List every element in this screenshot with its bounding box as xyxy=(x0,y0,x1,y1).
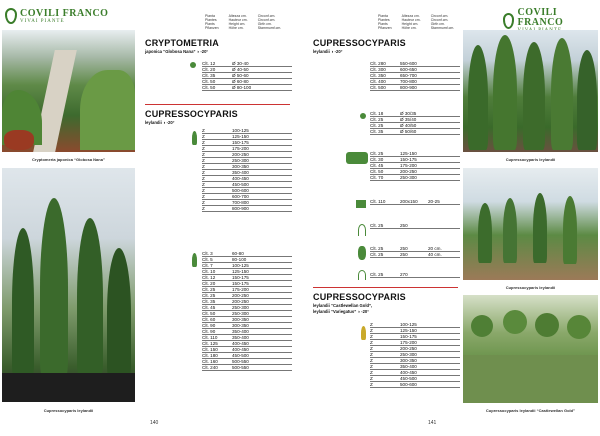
section-divider xyxy=(145,104,290,105)
table-cell: Clt. 3 xyxy=(202,250,213,256)
table-cell: Z xyxy=(370,351,373,357)
table-cell: Clt. 20 xyxy=(202,280,216,286)
table-r1d xyxy=(370,199,460,205)
table-cell: 450-500 xyxy=(232,352,249,358)
table-cell: Z xyxy=(202,139,205,145)
table-cell: 800-900 xyxy=(400,84,417,90)
table-cell: Clt. 400 xyxy=(370,78,386,84)
table-r1c xyxy=(370,151,460,181)
table-cell: Clt. 25 xyxy=(202,286,216,292)
table-cell: 200-250 xyxy=(232,151,249,157)
table-cell: Clt. 90 xyxy=(202,328,216,334)
table-cell: 175-200 xyxy=(232,145,249,151)
table-cell: Clt. 25 xyxy=(370,150,384,156)
temp-label: -20° xyxy=(200,49,209,54)
table-cell: 300-350 xyxy=(232,316,249,322)
table-cell: Clt. 60 xyxy=(202,316,216,322)
table-cell: Z xyxy=(370,363,373,369)
table-cell: Clt. 25 xyxy=(370,245,384,251)
table-cell: Z xyxy=(370,357,373,363)
table-cell: Z xyxy=(370,339,373,345)
left-logo xyxy=(5,8,108,24)
section-cryptomeria xyxy=(145,38,219,54)
table-cell: 200-250 xyxy=(400,345,417,351)
frost-icon: ◑ xyxy=(357,309,360,314)
table-cell: 300-350 xyxy=(232,322,249,328)
table-cell: 125-150 xyxy=(400,327,417,333)
table-row xyxy=(370,175,460,181)
leaf-logo-icon xyxy=(5,8,17,24)
table-cell: Ø 50/60 xyxy=(400,128,417,134)
table-row xyxy=(370,199,460,205)
page-number-right: 141 xyxy=(428,420,437,426)
table-cell: Clt. 150 xyxy=(202,346,218,352)
table-cell: Clt. 500 xyxy=(370,84,386,90)
section-subtitle: leylandii “Variegatus” xyxy=(313,309,357,314)
table-cell: Clt. 300 xyxy=(370,66,386,72)
table-cell: Z xyxy=(202,163,205,169)
table-row xyxy=(370,223,460,229)
table-cell: 250 xyxy=(400,245,408,251)
table-row xyxy=(202,206,292,212)
photo-leylandii-row xyxy=(463,30,598,152)
frost-icon: ◑ xyxy=(330,49,334,54)
table-cell: Clt. 20 xyxy=(202,66,216,72)
table-cell: Z xyxy=(202,181,205,187)
table-cell: Clt. 25 xyxy=(370,116,384,122)
globe-on-stem-icon xyxy=(360,113,366,119)
table-cell: Clt. 12 xyxy=(202,60,216,66)
table-cell: 250-300 xyxy=(232,157,249,163)
conifer-shape-icon xyxy=(192,253,197,267)
table-cell: Ø 35/40 xyxy=(400,116,417,122)
table-cell: 400-450 xyxy=(232,175,249,181)
hedge-shape-icon xyxy=(346,152,368,164)
table-cell: 500-600 xyxy=(400,381,417,387)
section-subtitle: leylandii xyxy=(145,120,162,125)
table-cell: Ø 60-80 xyxy=(232,78,249,84)
table-cell: Ø 40/50 xyxy=(400,122,417,128)
arch-shape-icon xyxy=(358,270,366,280)
table-cell: 200-250 xyxy=(232,298,249,304)
table-cell: Z xyxy=(202,151,205,157)
table-cell: Z xyxy=(202,133,205,139)
table-row xyxy=(202,365,292,371)
header-legend: Pianta Plantes Plants Pflanzen Altezza cm. Hauteur cm. Height cm. Höhe cm. Circonf.cm. Circonf.cm. Girth cm. Stammumf.cm. xyxy=(378,14,455,30)
table-cell: Z xyxy=(370,333,373,339)
table-r1e xyxy=(370,223,460,229)
table-cell: Z xyxy=(202,157,205,163)
table-cell: Z xyxy=(370,369,373,375)
section-subtitle: leylandii “Castlewellan Gold”, xyxy=(313,303,373,308)
table-cell: Ø 30/35 xyxy=(400,110,417,116)
table-cell: 270 xyxy=(400,271,408,277)
section-subtitle: leylandii xyxy=(313,49,330,54)
photo-leylandii xyxy=(2,168,135,402)
table-cell: Ø 50-60 xyxy=(232,72,249,78)
table-cell: 80-100 xyxy=(232,256,247,262)
table-cell: 700-800 xyxy=(232,199,249,205)
logo-name: COVILI FRANCO xyxy=(20,7,109,19)
table-cell: 125-150 xyxy=(400,150,417,156)
caption-globosa: Cryptomeria japonica “Globosa Nana” xyxy=(32,157,105,162)
table-cell: Clt. 35 xyxy=(202,72,216,78)
table-cell: 175-200 xyxy=(400,162,417,168)
table-cell: 600-700 xyxy=(232,193,249,199)
table-cell: 350-400 xyxy=(400,363,417,369)
table-cell: Z xyxy=(202,199,205,205)
table-cell: Z xyxy=(370,327,373,333)
table-row xyxy=(202,85,292,91)
temp-label: -20° xyxy=(334,49,343,54)
table-cell: Z xyxy=(202,175,205,181)
conifer-shape-icon xyxy=(192,131,197,145)
table-row xyxy=(370,272,460,278)
table-cell: 700-800 xyxy=(400,78,417,84)
temp-label: -20° xyxy=(166,120,175,125)
table-r1b xyxy=(370,111,460,135)
table-cell: Clt. 12 xyxy=(202,274,216,280)
table-cell: 150-175 xyxy=(232,280,249,286)
table-row xyxy=(370,252,460,258)
table-row xyxy=(370,129,460,135)
table-cell: 250-300 xyxy=(400,351,417,357)
table-cell: Z xyxy=(202,193,205,199)
table-cell: 350-400 xyxy=(232,169,249,175)
table-cell: 450-500 xyxy=(400,375,417,381)
leaf-logo-icon xyxy=(503,13,514,29)
table-r1f xyxy=(370,246,460,258)
photo-castlewellan xyxy=(463,295,598,403)
table-cell: Clt. 35 xyxy=(202,298,216,304)
table-cell: Clt. 50 xyxy=(202,310,216,316)
globe-shape-icon xyxy=(190,62,196,68)
table-cell: 400-450 xyxy=(232,340,249,346)
table-cell: Clt. 25 xyxy=(370,222,384,228)
table-cell: Clt. 35 xyxy=(370,128,384,134)
table-cell: 125-150 xyxy=(232,268,249,274)
page-number-left: 140 xyxy=(150,420,159,426)
caption-leylandii-left: Cupressocyparis leylandii xyxy=(43,408,94,413)
table-cell: Clt. 25 xyxy=(370,122,384,128)
table-cell: Clt. 110 xyxy=(202,334,218,340)
table-cell: Z xyxy=(202,205,205,211)
table-cell: Clt. 70 xyxy=(370,174,384,180)
table-cell: Clt. 90 xyxy=(202,322,216,328)
table-cell: Clt. 180 xyxy=(202,352,218,358)
table-castlewellan xyxy=(370,322,460,388)
section-cupressocyparis xyxy=(145,109,238,125)
table-cell: 500-550 xyxy=(232,364,249,370)
table-cell: Clt. 30 xyxy=(370,156,384,162)
table-cell: 150-175 xyxy=(232,139,249,145)
frost-icon: ◑ xyxy=(196,49,200,54)
table-cell: 650-700 xyxy=(400,72,417,78)
table-cryptomeria xyxy=(202,61,292,91)
table-r1g xyxy=(370,272,460,278)
caption-castlewellan: Cupressocyparis leylandii “Castlewellan Gold” xyxy=(485,408,576,413)
table-cell: 100-125 xyxy=(232,127,249,133)
table-cell: Z xyxy=(202,187,205,193)
arch-shape-icon xyxy=(358,224,366,236)
table-cell: 125-150 xyxy=(232,133,249,139)
table-cell: Z xyxy=(370,345,373,351)
table-cell: 600-650 xyxy=(400,66,417,72)
table-cell: Clt. 25 xyxy=(202,292,216,298)
header-legend-left: Pianta Plantes Plants Pflanzen Altezza cm. Hauteur cm. Height cm. Höhe cm. Circonf.cm. Circonf.cm. Girth cm. Stammumf.cm. xyxy=(205,14,282,30)
table-cell: 350-400 xyxy=(232,328,249,334)
section-castlewellan xyxy=(313,292,406,314)
caption-leylandii-2: Cupressocyparis leylandii xyxy=(505,285,556,290)
table-cell: 250-300 xyxy=(400,174,417,180)
table-cell: 400-450 xyxy=(232,346,249,352)
table-cell: 350-400 xyxy=(232,334,249,340)
table-cell: Clt. 7 xyxy=(202,262,213,268)
section-divider xyxy=(313,287,458,288)
conifer-gold-icon xyxy=(361,326,366,340)
table-cell: Z xyxy=(370,321,373,327)
logo-tag: VIVAI PIANTE xyxy=(20,18,65,24)
section-cupressocyparis-right xyxy=(313,38,406,54)
temp-label: -20° xyxy=(361,309,369,314)
table-cell: 200-250 xyxy=(232,292,249,298)
section-title: CRYPTOMETRIA xyxy=(145,38,219,48)
table-leylandii-clt xyxy=(202,251,292,371)
table-r1a xyxy=(370,61,460,91)
table-cell: 100-125 xyxy=(232,262,249,268)
table-cell: 175-200 xyxy=(400,339,417,345)
table-cell: Clt. 280 xyxy=(370,60,386,66)
table-cell: 100-125 xyxy=(400,321,417,327)
table-cell: Ø 40-50 xyxy=(232,66,249,72)
table-cell: 300-350 xyxy=(232,163,249,169)
table-cell: 500-600 xyxy=(232,187,249,193)
table-cell: Clt. 240 xyxy=(202,364,218,370)
table-cell: 250-300 xyxy=(232,310,249,316)
table-cell: Z xyxy=(202,127,205,133)
table-cell: 300-350 xyxy=(400,357,417,363)
table-cell: Clt. 25 xyxy=(370,271,384,277)
spiral-shape-icon xyxy=(358,246,366,260)
table-cell: 250-300 xyxy=(232,304,249,310)
table-cell: 250 xyxy=(400,222,408,228)
table-cell: Clt. 45 xyxy=(370,162,384,168)
table-cell: Clt. 110 xyxy=(370,198,386,204)
table-leylandii-z xyxy=(202,128,292,212)
table-cell: Clt. 350 xyxy=(370,72,386,78)
table-cell: 150-175 xyxy=(232,274,249,280)
table-cell: 550-600 xyxy=(400,60,417,66)
logo-name: COVILI FRANCO xyxy=(517,7,564,28)
wall-shape-icon xyxy=(356,200,366,208)
table-cell: 400-450 xyxy=(400,369,417,375)
section-title: CUPRESSOCYPARIS xyxy=(313,38,406,48)
table-cell: Clt. 45 xyxy=(202,304,216,310)
table-cell: Clt. 5 xyxy=(202,256,213,262)
photo-leylandii-field xyxy=(463,168,598,280)
table-row xyxy=(370,382,460,388)
table-cell: 60-80 xyxy=(232,250,244,256)
table-cell: 450-500 xyxy=(232,181,249,187)
table-cell: Clt. 125 xyxy=(202,340,218,346)
table-cell: Ø 80-100 xyxy=(232,84,252,90)
table-cell: Z xyxy=(202,169,205,175)
caption-leylandii-1: Cupressocyparis leylandii xyxy=(505,157,556,162)
table-cell: Clt. 18 xyxy=(370,110,384,116)
table-cell: Clt. 160 xyxy=(202,358,218,364)
section-subtitle: japonica “Globosa Nana” xyxy=(145,49,196,54)
table-cell: 800-900 xyxy=(232,205,249,211)
table-cell: Z xyxy=(202,145,205,151)
frost-icon: ◑ xyxy=(162,120,166,125)
table-cell: 150-175 xyxy=(400,156,417,162)
section-title: CUPRESSOCYPARIS xyxy=(313,292,406,302)
table-cell: 150-175 xyxy=(400,333,417,339)
table-cell: 250 xyxy=(400,251,408,257)
table-cell: Clt. 50 xyxy=(202,84,216,90)
table-cell: Z xyxy=(370,375,373,381)
photo-globosa xyxy=(2,30,135,152)
table-cell: Clt. 25 xyxy=(370,251,384,257)
table-cell: 40 cm. xyxy=(428,251,442,257)
table-cell: Ø 30-40 xyxy=(232,60,249,66)
table-cell: Clt. 50 xyxy=(202,78,216,84)
table-cell: 175-200 xyxy=(232,286,249,292)
table-cell: Z xyxy=(370,381,373,387)
table-cell: 20 cm. xyxy=(428,245,442,251)
table-cell: 500-550 xyxy=(232,358,249,364)
table-cell: Clt. 10 xyxy=(202,268,216,274)
table-cell: Clt. 50 xyxy=(370,168,384,174)
table-cell: 200x150 xyxy=(400,198,418,204)
table-row xyxy=(370,85,460,91)
table-cell: 200-250 xyxy=(400,168,417,174)
table-cell: 20-25 xyxy=(428,198,440,204)
section-title: CUPRESSOCYPARIS xyxy=(145,109,238,119)
